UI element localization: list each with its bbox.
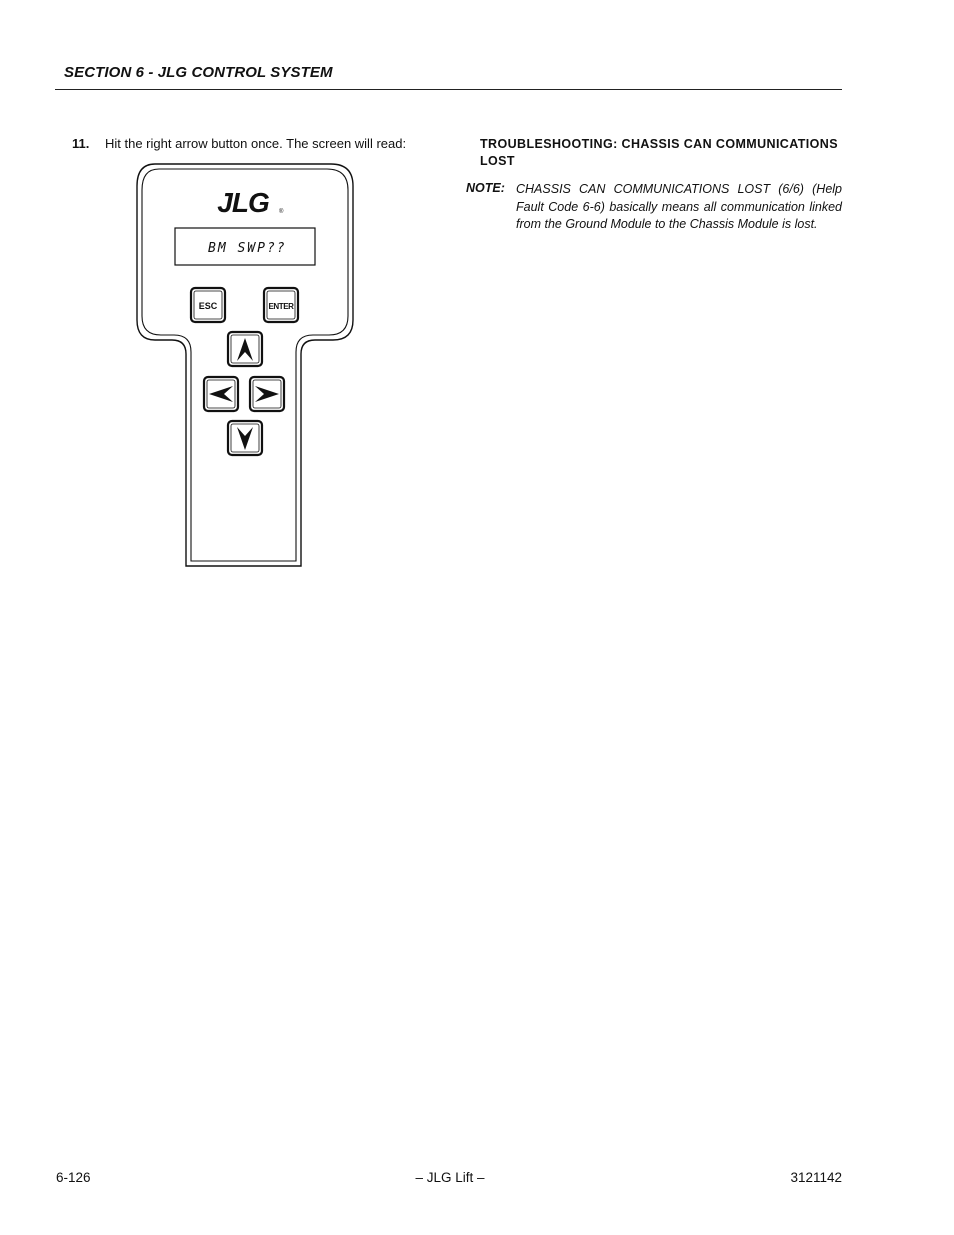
page-number: 6-126 [56,1170,91,1185]
header-rule [55,89,842,90]
section-title: SECTION 6 - JLG CONTROL SYSTEM [64,64,333,81]
esc-button[interactable] [191,288,225,322]
note-text: CHASSIS CAN COMMUNICATIONS LOST (6/6) (Help Fault Code 6-6) basically means all communication linked from the Ground Module to the Chassis Module is lost. [516,182,842,231]
step-text: Hit the right arrow button once. The screen will read: [105,136,407,151]
svg-text:®: ® [279,209,284,215]
doc-number: 3121142 [790,1170,842,1185]
step-number: 11. [72,136,90,151]
footer-center: – JLG Lift – [415,1170,485,1185]
up-arrow-button[interactable] [228,332,262,366]
note-label: NOTE: [466,181,505,195]
esc-label: ESC [198,301,218,311]
enter-button[interactable] [264,288,298,322]
enter-label: ENTER [268,302,294,311]
lcd-text: BM SWP?? [208,241,287,256]
analyzer-illustration [133,160,357,570]
right-arrow-button[interactable] [250,377,284,411]
down-arrow-button[interactable] [228,421,262,455]
troubleshooting-heading: TROUBLESHOOTING: CHASSIS CAN COMMUNICATIONS LOST [480,137,838,168]
logo-text: JLG [217,187,269,218]
left-arrow-button[interactable] [204,377,238,411]
